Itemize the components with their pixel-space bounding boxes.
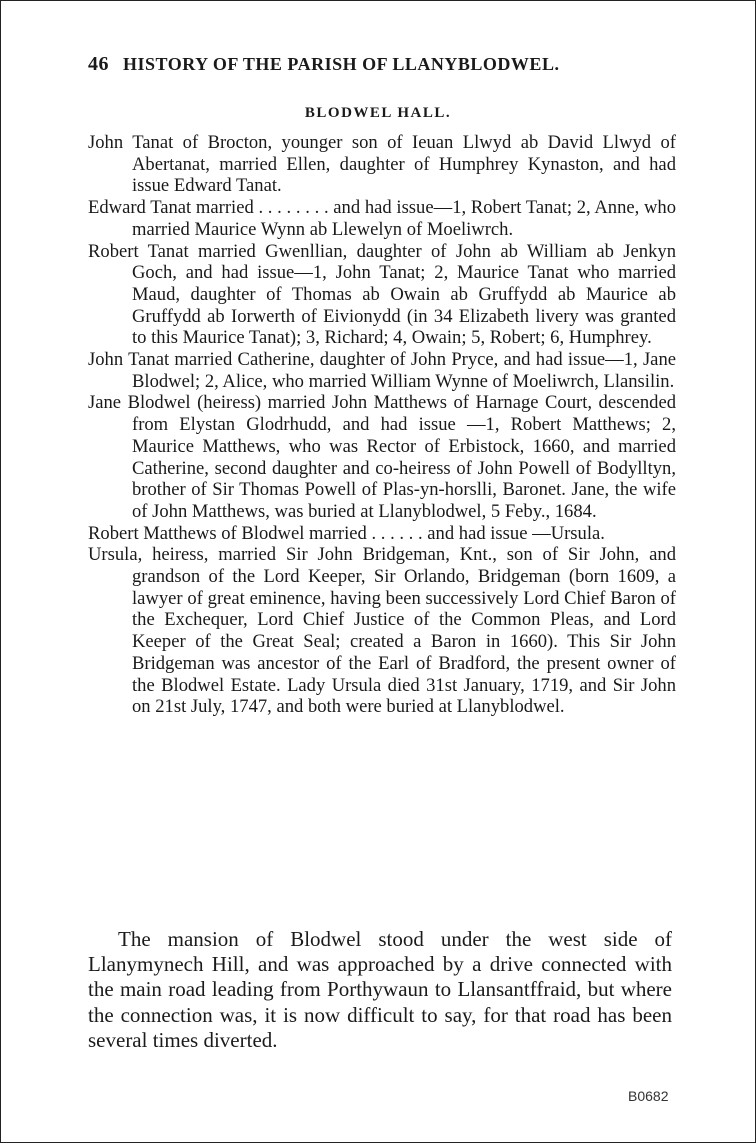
- genealogy-entry-ursula: Ursula, heiress, married Sir John Bridgeman, Knt., son of Sir John, and grandson of the Lord Keeper, Sir Orlando, Bridgeman (born 1609, a lawyer of great eminence, having been successively Lord Chief Baron of the Exchequer, Lord Chief Justice of the Common Pleas, and Lord Keeper of the Great Seal; created a Baron in 1660). This Sir John Bridgeman was ancestor of the Earl of Bradford, the present owner of the Blodwel Estate. Lady Ursula died 31st January, 1719, and Sir John on 21st July, 1747, and both were buried at Llanyblodwel.: [88, 544, 676, 718]
- genealogy-entry-jane-blodwel: Jane Blodwel (heiress) married John Matthews of Harnage Court, descended from Elystan Glodrhudd, and had issue —1, Robert Matthews; 2, Maurice Matthews, who was Rector of Erbistock, 1660, and married Catherine, second daughter and co-heiress of John Powell of Bodylltyn, brother of Sir Thomas Powell of Plas-yn-horslli, Baronet. Jane, the wife of John Matthews, was buried at Llanyblodwel, 5 Feby., 1684.: [88, 392, 676, 522]
- plate-code: B0682: [628, 1088, 669, 1104]
- section-title: BLODWEL HALL.: [304, 105, 452, 121]
- genealogy-entry-john-tanat-brocton: John Tanat of Brocton, younger son of Ieuan Llwyd ab David Llwyd of Abertanat, married Ellen, daughter of Humphrey Kynaston, and had issue Edward Tanat.: [88, 132, 676, 197]
- closing-paragraph: The mansion of Blodwel stood under the west side of Llanymynech Hill, and was approached by a drive connected with the main road leading from Porthywaun to Llansantffraid, but where the connection was, it is now difficult to say, for that road has been several times diverted.: [88, 927, 672, 1052]
- running-header: [88, 53, 688, 76]
- genealogy-entry-john-tanat: John Tanat married Catherine, daughter of John Pryce, and had issue—1, Jane Blodwel; 2, Alice, who married William Wynne of Moeliwrch, Llansilin.: [88, 349, 676, 392]
- genealogy-entry-robert-tanat: Robert Tanat married Gwenllian, daughter of John ab William ab Jenkyn Goch, and had issue—1, John Tanat; 2, Maurice Tanat who married Maud, daughter of Thomas ab Owain ab Gruffydd ab Maurice ab Gruffydd ab Iorwerth of Eivionydd (in 34 Elizabeth livery was granted to this Maurice Tanat); 3, Richard; 4, Owain; 5, Robert; 6, Humphrey.: [88, 240, 676, 349]
- genealogy-entry-robert-matthews: Robert Matthews of Blodwel married . . . . . . and had issue —Ursula.: [88, 522, 605, 544]
- header-title: HISTORY OF THE PARISH OF LLANYBLODWEL.: [123, 54, 560, 74]
- genealogy-entry-edward-tanat: Edward Tanat married . . . . . . . . and had issue—1, Robert Tanat; 2, Anne, who married Maurice Wynn ab Llewelyn of Moeliwrch.: [88, 197, 676, 240]
- genealogy-entries: [88, 132, 676, 718]
- page-number: 46: [88, 53, 109, 75]
